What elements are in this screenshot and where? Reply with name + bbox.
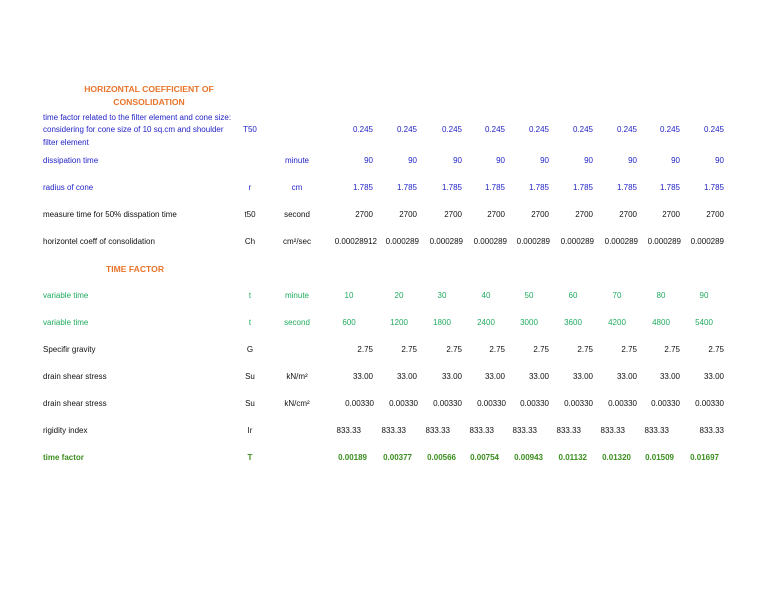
value-cell: 0.245 xyxy=(441,125,462,134)
value-cell: 0.000289 xyxy=(385,237,419,246)
value-cell: 2700 xyxy=(399,210,417,219)
value-cell: 833.33 xyxy=(699,426,724,435)
value-cell: 3600 xyxy=(564,318,582,327)
value-cell: 90 xyxy=(715,156,724,165)
heading-time-factor: TIME FACTOR xyxy=(105,264,165,274)
value-cell: 90 xyxy=(408,156,417,165)
value-cell: 0.00330 xyxy=(389,399,418,408)
value-cell: 0.000289 xyxy=(647,237,681,246)
value-cell: 60 xyxy=(568,291,578,300)
unit-cell: minute xyxy=(284,291,309,300)
table-row-drain-shear-kn-cm2 xyxy=(0,398,768,410)
unit-cell: cm²/sec xyxy=(283,237,311,246)
value-cell: 1.785 xyxy=(352,183,373,192)
unit-cell: minute xyxy=(284,156,309,165)
value-cell: 0.00330 xyxy=(520,399,549,408)
value-cell: 0.000289 xyxy=(473,237,507,246)
value-cell: 2700 xyxy=(575,210,593,219)
unit-cell: kN/cm² xyxy=(284,399,310,408)
value-cell: 0.00330 xyxy=(477,399,506,408)
value-cell: 1.785 xyxy=(572,183,593,192)
value-cell: 1.785 xyxy=(528,183,549,192)
value-cell: 0.000289 xyxy=(690,237,724,246)
unit-cell: kN/m² xyxy=(286,372,308,381)
value-cell: 50 xyxy=(524,291,534,300)
value-cell: 90 xyxy=(671,156,680,165)
label-cell: measure time for 50% disspation time xyxy=(43,210,177,219)
unit-cell: second xyxy=(284,318,310,327)
value-cell: 1800 xyxy=(433,318,451,327)
value-cell: 0.000289 xyxy=(560,237,594,246)
symbol-cell: t50 xyxy=(244,210,256,219)
value-cell: 33.00 xyxy=(396,372,417,381)
value-cell: 2.75 xyxy=(489,345,505,354)
value-cell: 2700 xyxy=(355,210,373,219)
value-cell: 80 xyxy=(656,291,666,300)
value-cell: 33.00 xyxy=(703,372,724,381)
row-label-t50: time factor related to the filter element and cone size: considering for cone size of 10 sq.cm and shoulder filter element xyxy=(43,113,232,147)
symbol-cell: r xyxy=(248,183,252,192)
value-cell: 2.75 xyxy=(621,345,637,354)
value-cell: 0.00330 xyxy=(433,399,462,408)
value-cell: 0.245 xyxy=(572,125,593,134)
heading-line-2: CONSOLIDATION xyxy=(113,97,185,107)
value-cell: 833.33 xyxy=(336,426,361,435)
value-cell: 90 xyxy=(584,156,593,165)
value-cell: 0.245 xyxy=(396,125,417,134)
value-cell: 0.000289 xyxy=(516,237,550,246)
value-cell: 4800 xyxy=(652,318,670,327)
value-cell: 1200 xyxy=(390,318,408,327)
value-cell: 0.245 xyxy=(352,125,373,134)
value-cell: 33.00 xyxy=(528,372,549,381)
value-cell: 0.000289 xyxy=(604,237,638,246)
value-cell: 0.245 xyxy=(528,125,549,134)
value-cell: 2400 xyxy=(477,318,495,327)
table-row-radius-of-cone xyxy=(0,182,768,194)
symbol-cell: t xyxy=(248,318,252,327)
table-row-variable-time-second xyxy=(0,317,768,329)
value-cell: 90 xyxy=(364,156,373,165)
value-cell: 2.75 xyxy=(446,345,462,354)
value-cell: 0.01132 xyxy=(558,453,587,462)
table-row-rigidity-index xyxy=(0,425,768,437)
value-cell: 70 xyxy=(612,291,622,300)
label-cell: horizontel coeff of consolidation xyxy=(43,237,155,246)
value-cell: 833.33 xyxy=(644,426,669,435)
value-cell: 0.00330 xyxy=(651,399,680,408)
symbol-cell: G xyxy=(246,345,254,354)
value-cell: 33.00 xyxy=(659,372,680,381)
symbol-cell: Ch xyxy=(244,237,256,246)
value-cell: 1.785 xyxy=(484,183,505,192)
value-cell: 1.785 xyxy=(396,183,417,192)
value-cell: 5400 xyxy=(695,318,713,327)
value-cell: 0.00943 xyxy=(514,453,543,462)
symbol-cell: T50 xyxy=(243,125,257,134)
value-cell: 2700 xyxy=(444,210,462,219)
label-cell: time factor xyxy=(43,453,84,462)
label-cell: Specifir gravity xyxy=(43,345,96,354)
table-row-dissipation-time xyxy=(0,155,768,167)
value-cell: 0.245 xyxy=(703,125,724,134)
value-cell: 600 xyxy=(342,318,356,327)
label-cell: rigidity index xyxy=(43,426,88,435)
value-cell: 833.33 xyxy=(556,426,581,435)
table-row-t50 xyxy=(0,124,768,136)
value-cell: 4200 xyxy=(608,318,626,327)
value-cell: 0.00566 xyxy=(427,453,456,462)
value-cell: 20 xyxy=(394,291,404,300)
value-cell: 833.33 xyxy=(512,426,537,435)
value-cell: 0.000289 xyxy=(429,237,463,246)
value-cell: 1.785 xyxy=(659,183,680,192)
value-cell: 0.245 xyxy=(659,125,680,134)
value-cell: 33.00 xyxy=(441,372,462,381)
symbol-cell: t xyxy=(248,291,252,300)
value-cell: 1.785 xyxy=(441,183,462,192)
value-cell: 833.33 xyxy=(600,426,625,435)
value-cell: 0.01697 xyxy=(690,453,719,462)
label-cell: drain shear stress xyxy=(43,372,107,381)
table-row-specific-gravity xyxy=(0,344,768,356)
heading-consolidation xyxy=(40,83,258,109)
value-cell: 1.785 xyxy=(703,183,724,192)
value-cell: 0.00189 xyxy=(338,453,367,462)
value-cell: 33.00 xyxy=(616,372,637,381)
value-cell: 1.785 xyxy=(616,183,637,192)
value-cell: 0.01509 xyxy=(645,453,674,462)
value-cell: 2700 xyxy=(662,210,680,219)
value-cell: 2700 xyxy=(487,210,505,219)
value-cell: 30 xyxy=(437,291,447,300)
value-cell: 833.33 xyxy=(425,426,450,435)
table-row-variable-time-minute xyxy=(0,290,768,302)
value-cell: 2700 xyxy=(531,210,549,219)
value-cell: 90 xyxy=(699,291,709,300)
value-cell: 0.00330 xyxy=(695,399,724,408)
value-cell: 0.00330 xyxy=(345,399,374,408)
value-cell: 2.75 xyxy=(664,345,680,354)
value-cell: 90 xyxy=(628,156,637,165)
symbol-cell: Su xyxy=(245,372,255,381)
label-cell: drain shear stress xyxy=(43,399,107,408)
value-cell: 40 xyxy=(481,291,491,300)
value-cell: 0.00754 xyxy=(470,453,499,462)
value-cell: 33.00 xyxy=(484,372,505,381)
value-cell: 0.01320 xyxy=(602,453,631,462)
unit-cell: second xyxy=(284,210,310,219)
value-cell: 3000 xyxy=(520,318,538,327)
label-cell: variable time xyxy=(43,318,89,327)
table-row-measure-time xyxy=(0,209,768,221)
value-cell: 0.245 xyxy=(484,125,505,134)
value-cell: 0.245 xyxy=(616,125,637,134)
label-cell: variable time xyxy=(43,291,89,300)
value-cell: 2.75 xyxy=(533,345,549,354)
value-cell: 0.00330 xyxy=(564,399,593,408)
value-cell: 2.75 xyxy=(577,345,593,354)
table-row-time-factor xyxy=(0,452,768,464)
value-cell: 33.00 xyxy=(572,372,593,381)
value-cell: 833.33 xyxy=(469,426,494,435)
value-cell: 2.75 xyxy=(401,345,417,354)
value-cell: 90 xyxy=(540,156,549,165)
value-cell: 33.00 xyxy=(352,372,373,381)
value-cell: 2.75 xyxy=(357,345,373,354)
symbol-cell: T xyxy=(247,453,253,462)
value-cell: 833.33 xyxy=(381,426,406,435)
table-row-drain-shear-kn-m2 xyxy=(0,371,768,383)
value-cell: 0.00028912 xyxy=(334,237,377,246)
value-cell: 0.00377 xyxy=(383,453,412,462)
heading-line-1: HORIZONTAL COEFFICIENT OF xyxy=(84,84,214,94)
unit-cell: cm xyxy=(291,183,303,192)
value-cell: 90 xyxy=(453,156,462,165)
value-cell: 2700 xyxy=(619,210,637,219)
value-cell: 10 xyxy=(344,291,354,300)
value-cell: 90 xyxy=(496,156,505,165)
table-row-horizontal-coeff xyxy=(0,236,768,248)
value-cell: 2700 xyxy=(706,210,724,219)
value-cell: 2.75 xyxy=(708,345,724,354)
symbol-cell: Su xyxy=(245,399,255,408)
label-cell: radius of cone xyxy=(43,183,94,192)
label-cell: dissipation time xyxy=(43,156,99,165)
symbol-cell: Ir xyxy=(247,426,253,435)
value-cell: 0.00330 xyxy=(608,399,637,408)
